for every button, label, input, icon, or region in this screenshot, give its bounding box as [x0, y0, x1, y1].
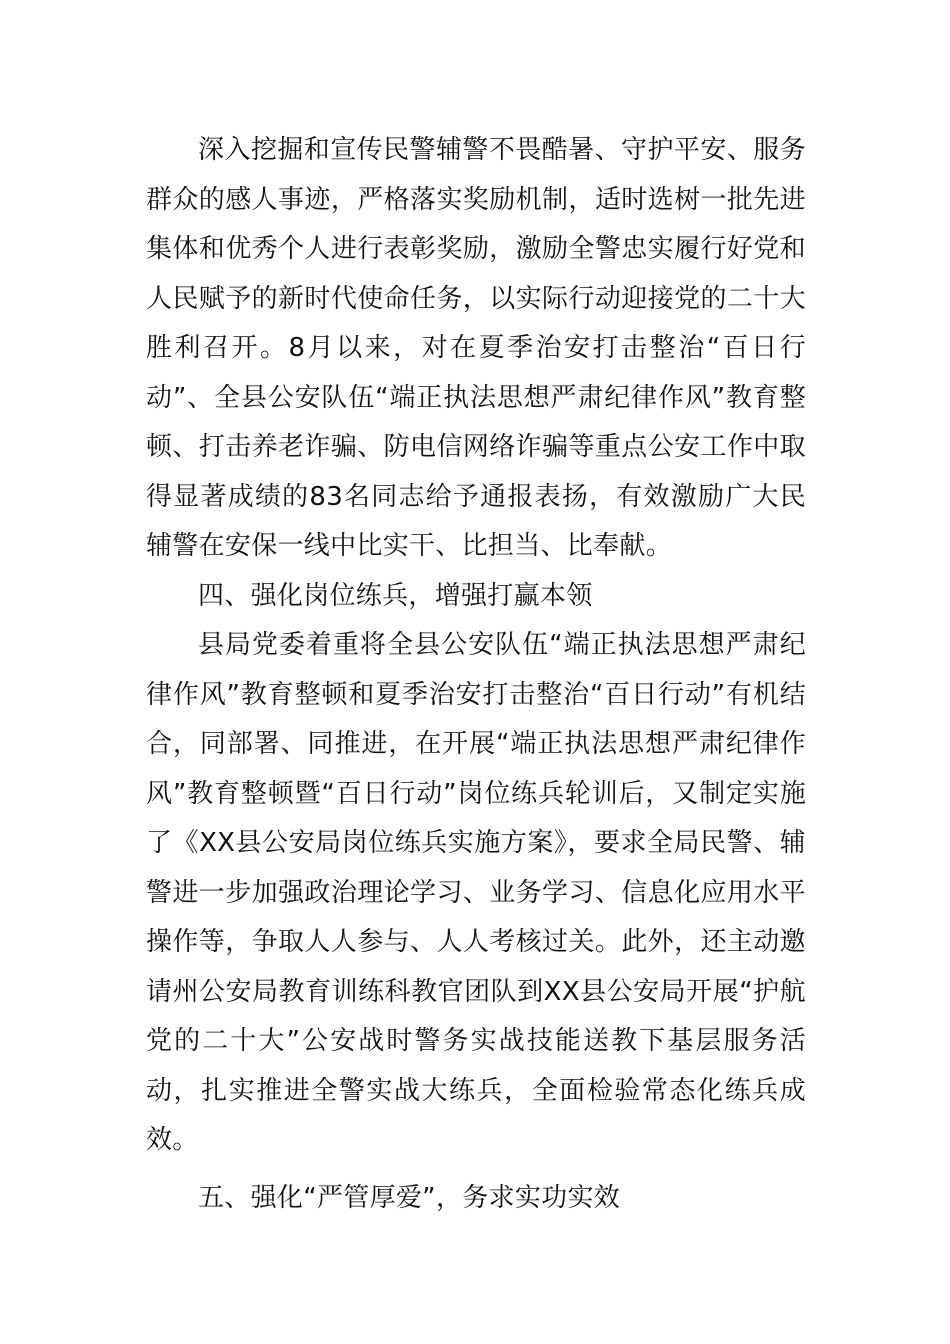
section-heading-4: 四、强化岗位练兵，增强打赢本领 — [198, 580, 593, 611]
body-paragraph-awards: 深入挖掘和宣传民警辅警不畏酷暑、守护平安、服务群众的感人事迹，严格落实奖励机制，适时选树一批先进集体和优秀个人进行表彰奖励，激励全警忠实履行好党和人民赋予的新时代使命任务，以实际行动迎接党的二十大胜利召开。8月以来，对在夏季治安打击整治“百日行动”、全县公安队伍“端正执法思想严肃纪律作风”教育整顿、打击养老诈骗、防电信网络诈骗等重点公安工作中取得显著成绩的83名同志给予通报表扬，有效激励广大民辅警在安保一线中比实干、比担当、比奉献。 — [146, 135, 806, 561]
section-heading-5: 五、强化“严管厚爱”，务求实功实效 — [198, 1182, 621, 1213]
document-body — [146, 126, 806, 1223]
body-paragraph-training: 县局党委着重将全县公安队伍“端正执法思想严肃纪律作风”教育整顿和夏季治安打击整治“百日行动”有机结合，同部署、同推进，在开展“端正执法思想严肃纪律作风”教育整顿暨“百日行动”岗位练兵轮训后，又制定实施了《XX县公安局岗位练兵实施方案》，要求全局民警、辅警进一步加强政治理论学习、业务学习、信息化应用水平操作等，争取人人参与、人人考核过关。此外，还主动邀请州公安局教育训练科教官团队到XX县公安局开展“护航党的二十大”公安战时警务实战技能送教下基层服务活动，扎实推进全警实战大练兵，全面检验常态化练兵成效。 — [146, 630, 806, 1155]
